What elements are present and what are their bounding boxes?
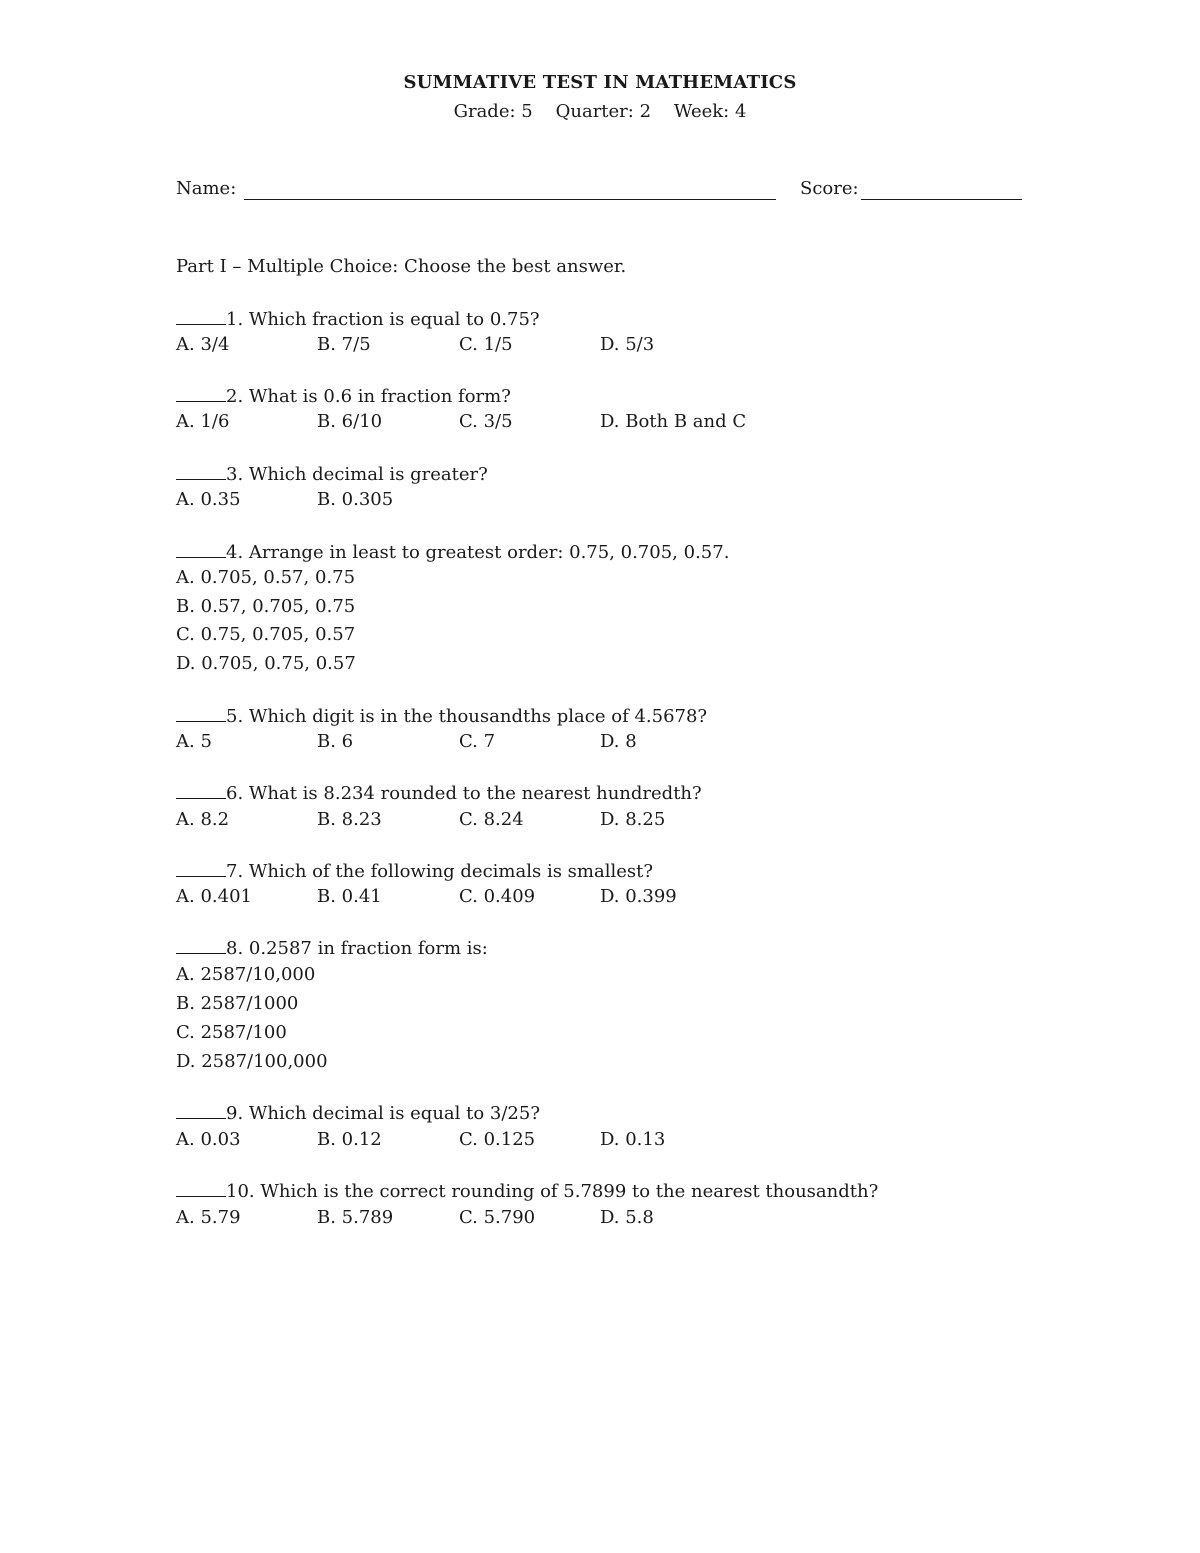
choice-c: C. 8.24: [459, 809, 524, 830]
test-title: SUMMATIVE TEST IN MATHEMATICS: [403, 72, 797, 93]
choice-a: A. 0.401: [176, 886, 252, 907]
answer-blank[interactable]: [176, 461, 226, 480]
choices-7: [176, 886, 976, 910]
choice-b: B. 0.12: [317, 1129, 382, 1150]
choice-a: A. 5: [176, 731, 212, 752]
choice-a: A. 2587/10,000: [176, 964, 316, 985]
choice-a: A. 5.79: [176, 1207, 241, 1228]
choice-b: B. 6/10: [317, 411, 383, 432]
choice-d: D. 0.13: [600, 1129, 666, 1150]
question-text: 1. Which fraction is equal to 0.75?: [226, 309, 540, 330]
choice-c: C. 0.125: [459, 1129, 536, 1150]
choice-b: B. 2587/1000: [176, 993, 299, 1014]
choices-1: [176, 334, 976, 358]
choice-b: B. 7/5: [317, 334, 371, 355]
question-text: 7. Which of the following decimals is smallest?: [226, 861, 653, 882]
question-text: 4. Arrange in least to greatest order: 0.75, 0.705, 0.57.: [226, 542, 730, 563]
question-9: [176, 1100, 540, 1124]
choice-b: B. 8.23: [317, 809, 382, 830]
score-label: Score:: [800, 178, 859, 199]
choice-c: C. 2587/100: [176, 1022, 287, 1043]
choice-a: A. 0.35: [176, 489, 241, 510]
question-text: 5. Which digit is in the thousandths place of 4.5678?: [226, 706, 708, 727]
choice-d: D. 5.8: [600, 1207, 654, 1228]
question-10: [176, 1178, 878, 1202]
choices-10: [176, 1207, 976, 1231]
choice-c: C. 0.409: [459, 886, 536, 907]
answer-blank[interactable]: [176, 306, 226, 325]
part-instruction: Part I – Multiple Choice: Choose the best answer.: [176, 256, 627, 277]
answer-blank[interactable]: [176, 935, 226, 954]
choice-a: A. 0.03: [176, 1129, 241, 1150]
answer-blank[interactable]: [176, 858, 226, 877]
question-3: [176, 461, 488, 485]
choice-d: D. 8: [600, 731, 637, 752]
question-8: [176, 935, 488, 959]
name-blank[interactable]: [244, 199, 776, 200]
question-text: 8. 0.2587 in fraction form is:: [226, 938, 488, 959]
answer-blank[interactable]: [176, 780, 226, 799]
choice-d: D. 2587/100,000: [176, 1051, 328, 1072]
choice-c: C. 3/5: [459, 411, 513, 432]
question-4: [176, 539, 729, 563]
question-text: 9. Which decimal is equal to 3/25?: [226, 1103, 540, 1124]
test-subtitle: Grade: 5 Quarter: 2 Week: 4: [453, 101, 747, 122]
answer-blank[interactable]: [176, 383, 226, 402]
question-text: 10. Which is the correct rounding of 5.7899 to the nearest thousandth?: [226, 1181, 879, 1202]
choice-b: B. 0.41: [317, 886, 382, 907]
question-7: [176, 858, 653, 882]
choice-b: B. 6: [317, 731, 354, 752]
choice-b: B. 0.57, 0.705, 0.75: [176, 596, 356, 617]
answer-blank[interactable]: [176, 1100, 226, 1119]
choices-2: [176, 411, 976, 435]
choice-a: A. 1/6: [176, 411, 230, 432]
choices-9: [176, 1129, 976, 1153]
choice-d: D. Both B and C: [600, 411, 747, 432]
choice-a: A. 8.2: [176, 809, 230, 830]
question-5: [176, 703, 707, 727]
choice-a: A. 3/4: [176, 334, 230, 355]
question-1: [176, 306, 540, 330]
choice-d: D. 0.705, 0.75, 0.57: [176, 653, 356, 674]
choice-d: D. 0.399: [600, 886, 677, 907]
choice-c: C. 0.75, 0.705, 0.57: [176, 624, 356, 645]
choices-3: [176, 489, 976, 513]
choice-d: D. 5/3: [600, 334, 655, 355]
question-2: [176, 383, 511, 407]
score-blank[interactable]: [861, 199, 1022, 200]
choices-5: [176, 731, 976, 755]
question-text: 6. What is 8.234 rounded to the nearest hundredth?: [226, 783, 702, 804]
choice-b: B. 5.789: [317, 1207, 394, 1228]
name-label: Name:: [176, 178, 237, 199]
choice-c: C. 5.790: [459, 1207, 536, 1228]
question-text: 3. Which decimal is greater?: [226, 464, 488, 485]
question-text: 2. What is 0.6 in fraction form?: [226, 386, 511, 407]
answer-blank[interactable]: [176, 539, 226, 558]
choice-c: C. 7: [459, 731, 496, 752]
choice-c: C. 1/5: [459, 334, 513, 355]
choice-b: B. 0.305: [317, 489, 394, 510]
answer-blank[interactable]: [176, 703, 226, 722]
answer-blank[interactable]: [176, 1178, 226, 1197]
choices-6: [176, 809, 976, 833]
question-6: [176, 780, 702, 804]
choice-a: A. 0.705, 0.57, 0.75: [176, 567, 356, 588]
choice-d: D. 8.25: [600, 809, 666, 830]
